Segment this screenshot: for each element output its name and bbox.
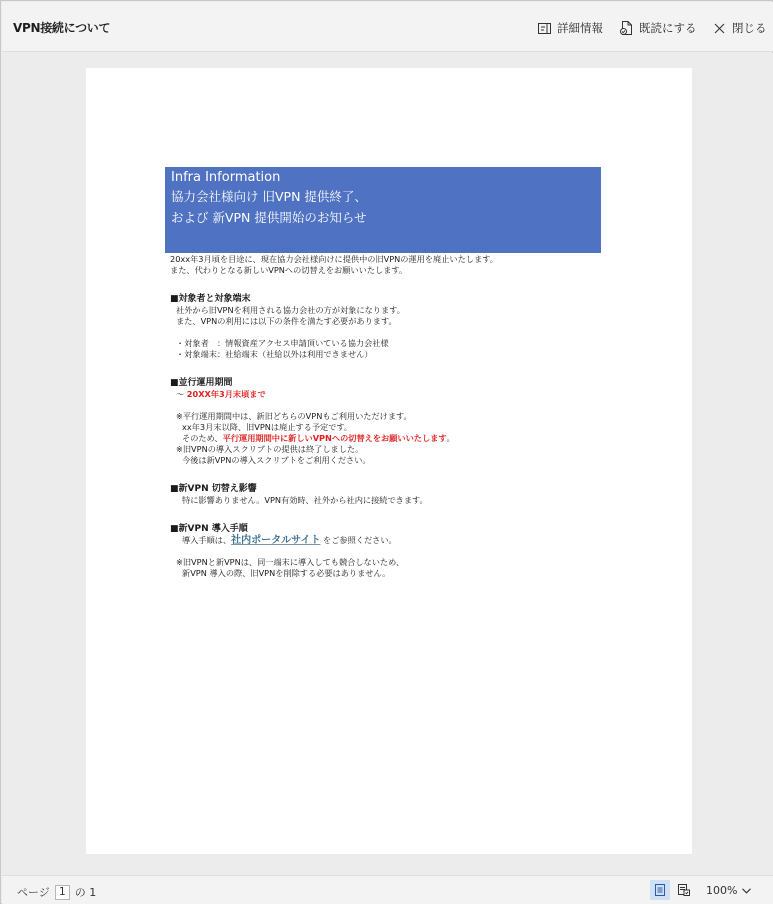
- close-label: 閉じる: [732, 21, 767, 35]
- section-text: また、VPNの利用には以下の条件を満たす必要があります。: [176, 316, 397, 326]
- period-value: 20XX年3月末頃まで: [186, 389, 266, 399]
- setup-prefix: 導入手順は、: [182, 535, 232, 545]
- two-page-view-icon: [678, 881, 690, 900]
- section-text: ※旧VPNと新VPNは、同一端末に導入しても競合しないため、: [176, 557, 405, 567]
- single-page-view-button[interactable]: [650, 880, 670, 900]
- list-item: ・対象者 ：情報資産アクセス申請頂いている協力会社様: [176, 338, 389, 348]
- list-item: ・対象端末：社給端末（社給以外は利用できません）: [176, 349, 373, 359]
- zoom-value: 100%: [706, 884, 738, 897]
- section-text: ※平行運用期間中は、新旧どちらのVPNもご利用いただけます。: [176, 411, 412, 421]
- document-page: [86, 68, 692, 854]
- request-prefix: そのため、: [182, 433, 223, 443]
- portal-link[interactable]: 社内ポータルサイト: [231, 535, 321, 546]
- mark-read-button[interactable]: [619, 19, 697, 37]
- two-page-view-button[interactable]: [674, 880, 694, 900]
- page-number-input[interactable]: 1: [55, 885, 70, 900]
- setup-suffix: をご参照ください。: [320, 535, 397, 545]
- section-text: 新VPN 導入の際、旧VPNを削除する必要はありません。: [182, 568, 391, 578]
- section-text: 社外から旧VPNを利用される協力会社の方が対象になります。: [176, 305, 405, 315]
- request-highlight: 平行運用期間中に新しいVPNへの切替えをお願いいたします: [222, 433, 447, 443]
- mark-read-icon: [619, 21, 633, 35]
- period-prefix: ～: [176, 389, 187, 399]
- viewer-header: [2, 2, 773, 52]
- intro-line-1: 20xx年3月頃を目途に、現在協力会社様向けに提供中の旧VPNの運用を廃止いたします。: [170, 254, 498, 264]
- viewer-footer: [2, 875, 773, 904]
- close-icon: [712, 21, 726, 35]
- section-text: ※旧VPNの導入スクリプトの提供は終了しました。: [176, 444, 364, 454]
- single-page-view-icon: [655, 881, 665, 900]
- document-body: [170, 254, 600, 579]
- section-text: xx年3月末以降、旧VPNは廃止する予定です。: [182, 422, 353, 432]
- details-button[interactable]: [537, 19, 603, 37]
- banner-line-1: Infra Information: [171, 170, 281, 185]
- close-button[interactable]: [712, 19, 767, 37]
- details-label: 詳細情報: [557, 21, 603, 35]
- page-indicator: [17, 884, 96, 900]
- banner-line-2: 協力会社様向け 旧VPN 提供終了、: [171, 189, 367, 204]
- request-line: [170, 433, 600, 444]
- banner-line-3: および 新VPN 提供開始のお知らせ: [171, 210, 367, 225]
- section-heading-impact: ■新VPN 切替え影響: [170, 484, 257, 494]
- section-text: 今後は新VPNの導入スクリプトをご利用ください。: [182, 455, 371, 465]
- intro-line-2: また、代わりとなる新しいVPNへの切替えをお願いいたします。: [170, 265, 408, 275]
- section-heading-target: ■対象者と対象端末: [170, 294, 251, 304]
- section-heading-period: ■並行運用期間: [170, 378, 233, 388]
- request-suffix: 。: [446, 433, 455, 443]
- info-banner: [165, 167, 601, 253]
- document-title: VPN接続について: [13, 21, 111, 35]
- mark-read-label: 既読にする: [639, 21, 697, 35]
- period-line: [170, 389, 600, 400]
- details-icon: [537, 21, 551, 35]
- section-heading-setup: ■新VPN 導入手順: [170, 524, 248, 534]
- page-label: ページ: [17, 886, 50, 899]
- zoom-dropdown[interactable]: [706, 884, 751, 897]
- document-viewport[interactable]: [2, 53, 773, 875]
- chevron-down-icon: [742, 884, 751, 897]
- page-total: の 1: [74, 886, 97, 899]
- section-text: 特に影響ありません。VPN有効時、社外から社内に接続できます。: [182, 495, 428, 505]
- setup-line: [170, 535, 600, 546]
